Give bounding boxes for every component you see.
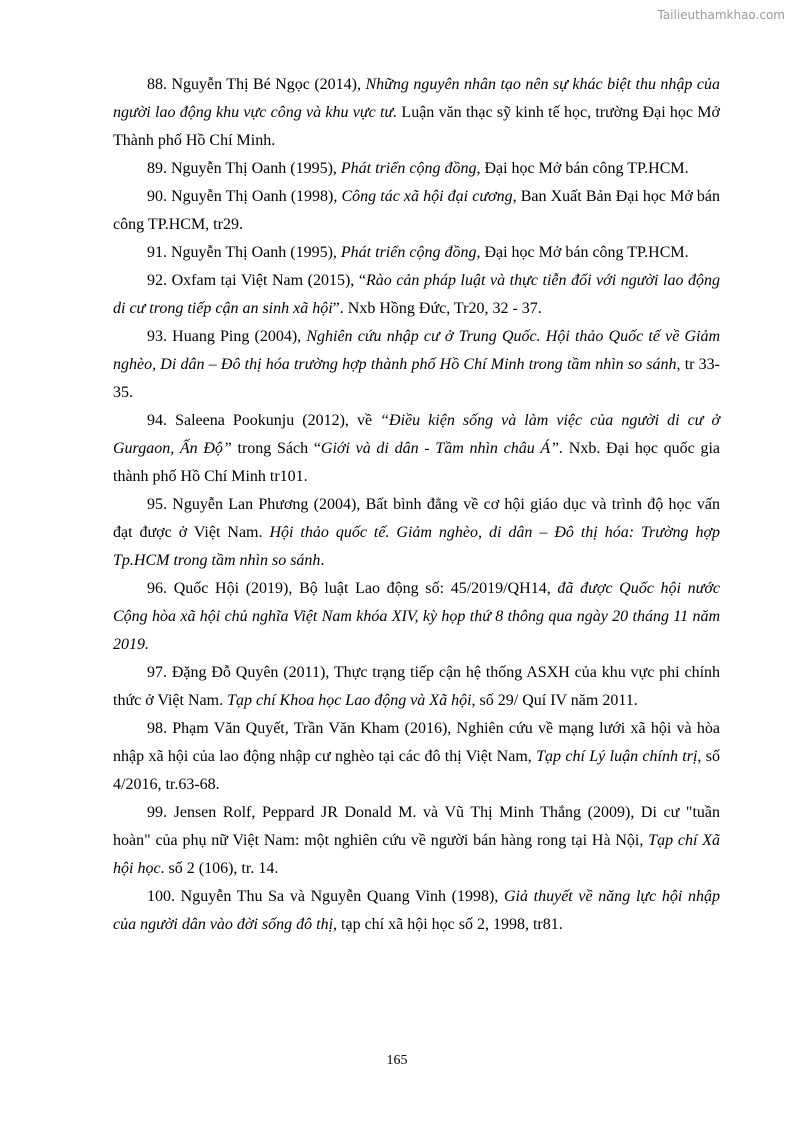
reference-text: Nguyễn Thu Sa và Nguyễn Quang Vinh (1998), [180, 888, 504, 905]
reference-italic-text: Giả thuyết về năng lực hội nhập của người dân vào đời sống đô thị, [113, 888, 721, 933]
reference-italic-text: Công tác xã hội đại cương [341, 188, 513, 205]
reference-text: tạp chí xã hội học số 2, 1998, tr81. [337, 916, 563, 933]
reference-item [113, 799, 720, 883]
reference-italic-text: Nghiên cứu nhập cư ở Trung Quốc. Hội thảo Quốc tế về Giảm nghèo, Di dân – Đô thị hóa trường hợp thành phố Hồ Chí Minh trong tầm nhìn so sánh [113, 328, 721, 373]
reference-text: Oxfam tại Việt Nam (2015), “ [171, 272, 366, 289]
reference-item [113, 71, 720, 155]
reference-text: Luận văn thạc sỹ kinh tế học, trường Đại học Mở Thành phố Hồ Chí Minh. [113, 104, 720, 149]
reference-italic-text: đã được Quốc hội nước Cộng hòa xã hội chủ nghĩa Việt Nam khóa XIV, kỳ họp thứ 8 thông qua ngày 20 tháng 11 năm 2019. [113, 580, 720, 653]
reference-italic-text: Hội thảo quốc tế. Giảm nghèo, di dân – Đô thị hóa: Trường hợp Tp.HCM trong tầm nhìn so sánh [113, 524, 721, 569]
reference-item [113, 267, 720, 323]
reference-list [113, 71, 720, 939]
reference-number: 96. [147, 580, 167, 597]
reference-text: ”. Nxb Hồng Đức, Tr20, 32 - 37. [332, 300, 542, 317]
reference-number: 98. [147, 720, 167, 737]
reference-text: , số 29/ Quí IV năm 2011. [471, 692, 638, 709]
reference-item [113, 155, 720, 183]
reference-text: , Đại học Mở bán công TP.HCM. [476, 160, 689, 177]
reference-item [113, 407, 720, 491]
reference-italic-text: “Điều kiện sống và làm việc của người di cư ở Gurgaon, Ấn Độ” [113, 412, 720, 457]
reference-item [113, 323, 720, 407]
reference-item [113, 575, 720, 659]
reference-text: . số 2 (106), tr. 14. [160, 860, 279, 877]
reference-italic-text: Phát triển cộng đồng [340, 244, 477, 261]
reference-italic-text: Tạp chí Xã hội học [113, 832, 721, 877]
reference-text: Nguyễn Lan Phương (2004), Bất bình đẳng về cơ hội giáo dục và trình độ học vấn đạt được ở Việt Nam. [113, 496, 721, 541]
reference-italic-text: Rào cản pháp luật và thực tiễn đối với người lao động di cư trong tiếp cận an sinh xã hội [113, 272, 721, 317]
reference-text: Phạm Văn Quyết, Trần Văn Kham (2016), Nghiên cứu về mạng lưới xã hội và hòa nhập xã hội của lao động nhập cư nghèo tại các đô thị Việt Nam, [113, 720, 721, 765]
reference-italic-text: Tạp chí Khoa học Lao động và Xã hội [227, 692, 472, 709]
reference-item [113, 659, 720, 715]
reference-text: Jensen Rolf, Peppard JR Donald M. và Vũ Thị Minh Thắng (2009), Di cư "tuần hoàn" của phụ nữ Việt Nam: một nghiên cứu về người bán hàng rong tại Hà Nội, [113, 804, 721, 849]
reference-italic-text: Những nguyên nhân tạo nên sự khác biệt thu nhập của người lao động khu vực công và khu vực tư. [113, 76, 721, 121]
reference-number: 99. [147, 804, 167, 821]
reference-number: 93. [147, 328, 167, 345]
reference-text: trong Sách “ [231, 440, 321, 457]
reference-number: 89. [147, 160, 167, 177]
reference-text: Nguyễn Thị Oanh (1995), [171, 244, 341, 261]
reference-text: , Ban Xuất Bản Đại học Mở bán công TP.HCM, tr29. [113, 188, 721, 233]
reference-text: Nxb. Đại học quốc gia thành phố Hồ Chí Minh tr101. [113, 440, 720, 485]
reference-number: 90. [147, 188, 167, 205]
reference-number: 97. [147, 664, 167, 681]
reference-number: 91. [147, 244, 167, 261]
reference-item [113, 239, 720, 267]
reference-text: Huang Ping (2004), [172, 328, 307, 345]
reference-text: Nguyễn Thị Oanh (1995), [171, 160, 341, 177]
reference-number: 95. [147, 496, 167, 513]
reference-text: , tr 33- 35. [113, 356, 721, 401]
reference-text: Saleena Pookunju (2012), về [175, 412, 381, 429]
watermark: Tailieuthamkhao.com [657, 8, 785, 22]
reference-number: 88. [147, 76, 167, 93]
reference-text: , số 4/2016, tr.63-68. [113, 748, 720, 793]
reference-text: , Đại học Mở bán công TP.HCM. [476, 244, 689, 261]
reference-text: Nguyễn Thị Oanh (1998), [171, 188, 342, 205]
reference-item [113, 883, 720, 939]
reference-text: Nguyễn Thị Bé Ngọc (2014), [171, 76, 366, 93]
reference-italic-text: Giới và di dân - Tầm nhìn châu Á”. [320, 440, 564, 457]
reference-italic-text: Phát triển cộng đồng [340, 160, 477, 177]
reference-number: 100. [147, 888, 175, 905]
reference-text: Quốc Hội (2019), Bộ luật Lao động số: 45/2019/QH14, [173, 580, 558, 597]
reference-italic-text: Tạp chí Lý luận chính trị [536, 748, 698, 765]
reference-number: 92. [147, 272, 167, 289]
reference-text: Đặng Đỗ Quyên (2011), Thực trạng tiếp cận hệ thống ASXH của khu vực phi chính thức ở Việt Nam. [113, 664, 721, 709]
reference-text: . [320, 552, 325, 569]
page-number: 165 [386, 1053, 408, 1068]
reference-item [113, 183, 720, 239]
reference-item [113, 715, 720, 799]
reference-item [113, 491, 720, 575]
reference-number: 94. [147, 412, 167, 429]
